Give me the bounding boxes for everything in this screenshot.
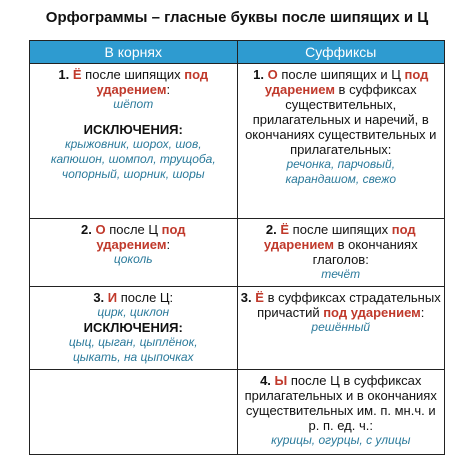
rule-number: 2.: [80, 222, 92, 237]
rule-cell-roots-2: [30, 219, 238, 287]
rule-text: после Ц:: [117, 290, 174, 305]
rule-letter: Ё: [255, 290, 264, 305]
exception-line: крыжовник, шорох, шов,: [64, 137, 202, 151]
rule-text: после шипящих: [81, 67, 185, 82]
rule-text: в суффиксах страдательных: [263, 290, 441, 305]
rule-text: после Ц: [105, 222, 162, 237]
rule-text: существительных,: [285, 97, 397, 112]
rule-number: 3.: [240, 290, 252, 305]
rule-text: глаголов:: [312, 252, 369, 267]
rule-text: р. п. ед. ч.:: [308, 418, 373, 433]
rule-text: прилагательных и в окончаниях: [244, 388, 437, 403]
rule-number: 3.: [93, 290, 105, 305]
column-header-suffixes: Суффиксы: [237, 41, 445, 64]
rule-example: течёт: [321, 267, 361, 281]
rule-text: в окончаниях: [333, 237, 418, 252]
exception-line: капюшон, шомпол, трущоба,: [50, 152, 216, 166]
rule-example: цоколь: [113, 252, 153, 266]
stress-text: ударением: [96, 82, 167, 97]
rule-example: шёпот: [113, 97, 154, 111]
rules-table: [29, 40, 445, 455]
rule-cell-roots-3: [30, 287, 238, 370]
rule-text: окончаниях существительных и: [245, 127, 437, 142]
stress-text: ударением: [263, 237, 334, 252]
rule-cell-suffixes-3: [237, 287, 445, 370]
exception-line: чопорный, шорник, шоры: [61, 167, 205, 181]
stress-text: под: [404, 67, 429, 82]
table-header-row: [30, 41, 445, 64]
rule-example: карандашом, свежо: [285, 172, 397, 186]
rule-text: :: [420, 305, 425, 320]
rule-text: после шипящих: [289, 222, 392, 237]
rule-text: существительных им. п. мн.ч. и: [245, 403, 436, 418]
rule-cell-suffixes-2: [237, 219, 445, 287]
rule-cell-roots-4-empty: [30, 370, 238, 455]
rule-text: в суффиксах: [334, 82, 417, 97]
rule-cell-roots-1: [30, 64, 238, 219]
exception-line: цыц, цыган, цыплёнок,: [68, 335, 198, 349]
table-row: [30, 219, 445, 287]
rule-example: речонка, парчовый,: [286, 157, 396, 171]
stress-text: под: [161, 222, 186, 237]
exceptions-label: ИСКЛЮЧЕНИЯ:: [83, 122, 183, 137]
rule-letter: Ё: [72, 67, 82, 82]
rule-number: 2.: [265, 222, 277, 237]
rule-number: 1.: [253, 67, 264, 82]
rule-letter: О: [267, 67, 278, 82]
rule-number: 4.: [260, 373, 271, 388]
exception-line: цыкать, на цыпочках: [72, 350, 194, 364]
rule-letter: Ё: [280, 222, 290, 237]
rule-text: после Ц в суффиксах: [287, 373, 422, 388]
rule-text: :: [166, 237, 171, 252]
rule-example: решённый: [311, 320, 371, 334]
column-header-roots: В корнях: [30, 41, 238, 64]
rule-text: прилагательных:: [290, 142, 392, 157]
exceptions-label: ИСКЛЮЧЕНИЯ:: [83, 320, 183, 335]
table-row: [30, 287, 445, 370]
stress-text: под ударением: [323, 305, 421, 320]
table-row: [30, 64, 445, 219]
rule-text: :: [166, 82, 171, 97]
rule-cell-suffixes-1: [237, 64, 445, 219]
stress-text: под: [391, 222, 416, 237]
stress-text: ударением: [264, 82, 335, 97]
rule-text: после шипящих и Ц: [277, 67, 405, 82]
rule-cell-suffixes-4: [237, 370, 445, 455]
rule-number: 1.: [58, 67, 70, 82]
rule-example: цирк, циклон: [97, 305, 170, 319]
rule-text: причастий: [257, 305, 324, 320]
rule-example: курицы, огурцы, с улицы: [271, 433, 411, 447]
stress-text: под: [184, 67, 209, 82]
table-row: [30, 370, 445, 455]
page-title: Орфограммы – гласные буквы после шипящих и Ц: [45, 9, 429, 26]
rule-letter: И: [107, 290, 118, 305]
rule-text: прилагательных и наречий, в: [252, 112, 429, 127]
stress-text: ударением: [96, 237, 167, 252]
rule-letter: Ы: [274, 373, 288, 388]
rule-letter: О: [95, 222, 106, 237]
